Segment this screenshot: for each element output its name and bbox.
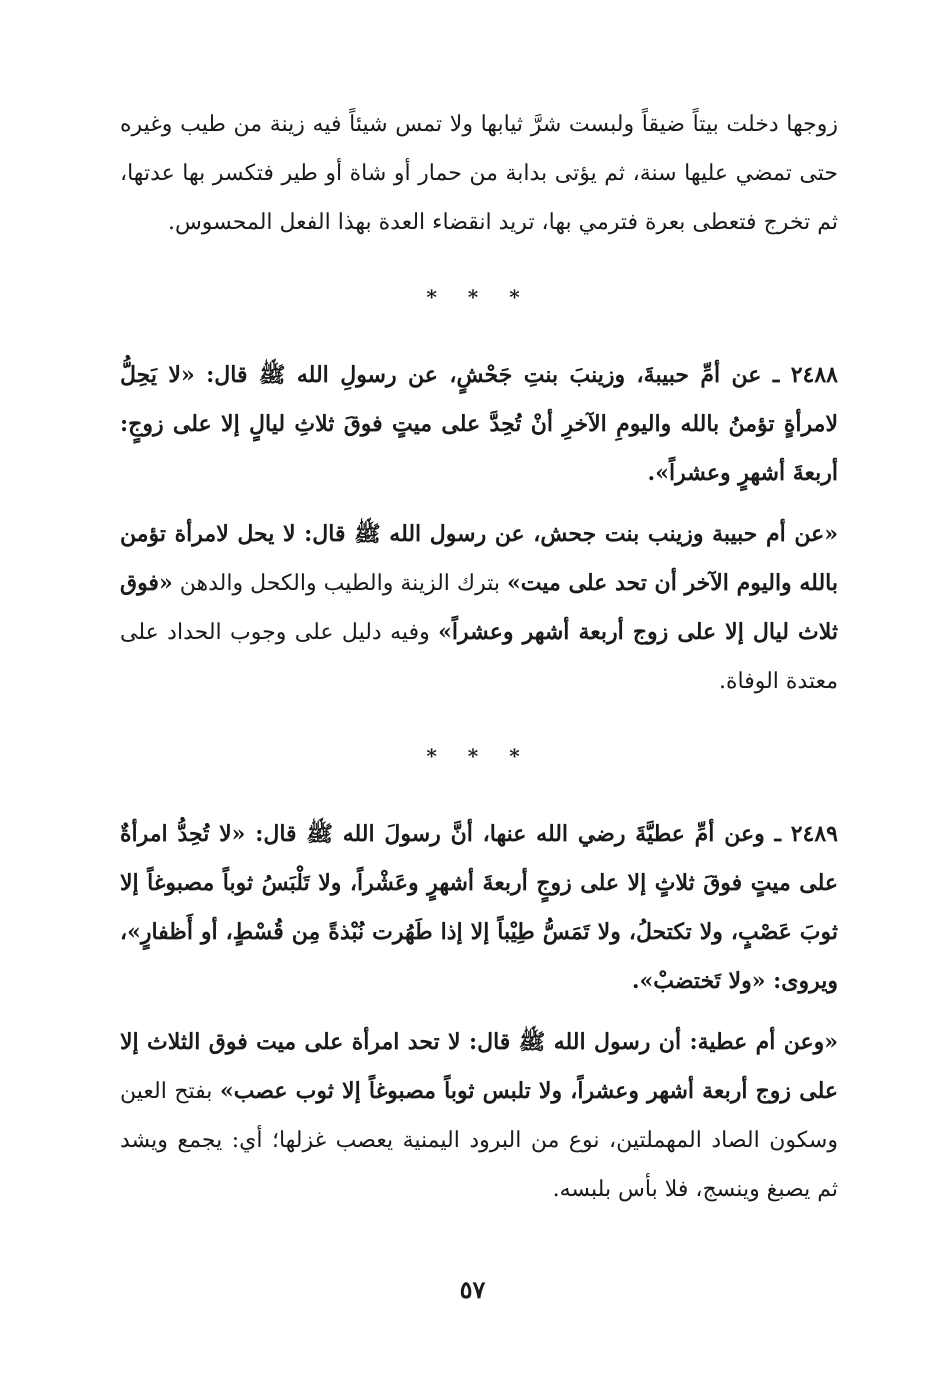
commentary-2488-quote-1: «عن أم حبيبة وزينب بنت جحش، عن رسول الله ﷺ قال: لا يحل لامرأة تؤمن بالله واليوم الآخر أن تحد على ميت» — [120, 521, 838, 596]
page-body — [120, 100, 838, 1214]
commentary-paragraph-continued: زوجها دخلت بيتاً ضيقاً ولبست شرَّ ثيابها ولا تمس شيئاً فيه زينة من طيب وغيره حتى تمضي عليها سنة، ثم يؤتى بدابة من حمار أو شاة أو طير فتكسر بها عدتها، ثم تخرج فتعطى بعرة فترمي بها، تريد انقضاء العدة بهذا الفعل المحسوس. — [120, 112, 838, 235]
commentary-2488-text-1: بترك الزينة والطيب والكحل والدهن — [172, 571, 508, 596]
hadith-2489: ٢٤٨٩ ـ وعن أمِّ عطيَّةَ رضي الله عنها، أنَّ رسولَ الله ﷺ قال: «لا تُحِدُّ امرأةٌ على ميتٍ فوقَ ثلاثٍ إلا على زوجٍ أربعةَ أشهرٍ وعَشْراً، ولا تَلْبَسُ ثوباً مصبوغاً إلا ثوبَ عَصْبٍ، ولا تكتحلُ، ولا تَمَسُّ طِيْباً إلا إذا طَهُرت نُبْذةً مِن قُسْطٍ، أو أَظفارٍ»، ويروى: «ولا تَختضبْ». — [120, 821, 838, 994]
commentary-2488 — [120, 510, 838, 706]
commentary-2489 — [120, 1018, 838, 1214]
section-separator: * * * — [426, 744, 532, 768]
page-number: ٥٧ — [459, 1275, 486, 1304]
commentary-2489-text: بفتح العين وسكون الصاد المهملتين، نوع من البرود اليمنية يعصب غزلها؛ أي: يجمع ويشد ثم يصبغ وينسج، فلا بأس بلبسه. — [120, 1079, 838, 1202]
commentary-2488-text-2: وفيه دليل على وجوب الحداد على معتدة الوفاة. — [120, 620, 838, 694]
commentary-2488-quote-2: «فوق ثلاث ليال إلا على زوج أربعة أشهر وعشراً» — [120, 570, 838, 645]
section-separator: * * * — [426, 285, 532, 309]
commentary-2489-quote: «وعن أم عطية: أن رسول الله ﷺ قال: لا تحد امرأة على ميت فوق الثلاث إلا على زوج أربعة أشهر وعشراً، ولا تلبس ثوباً مصبوغاً إلا ثوب عصب» — [120, 1029, 838, 1104]
hadith-2488: ٢٤٨٨ ـ عن أمِّ حبيبةَ، وزينبَ بنتِ جَحْشٍ، عن رسولِ الله ﷺ قال: «لا يَحِلُّ لامرأةٍ تؤمنُ بالله واليومِ الآخرِ أنْ تُحِدَّ على ميتٍ فوقَ ثلاثِ ليالٍ إلا على زوجٍ: أربعةَ أشهرٍ وعشراً». — [120, 362, 838, 486]
